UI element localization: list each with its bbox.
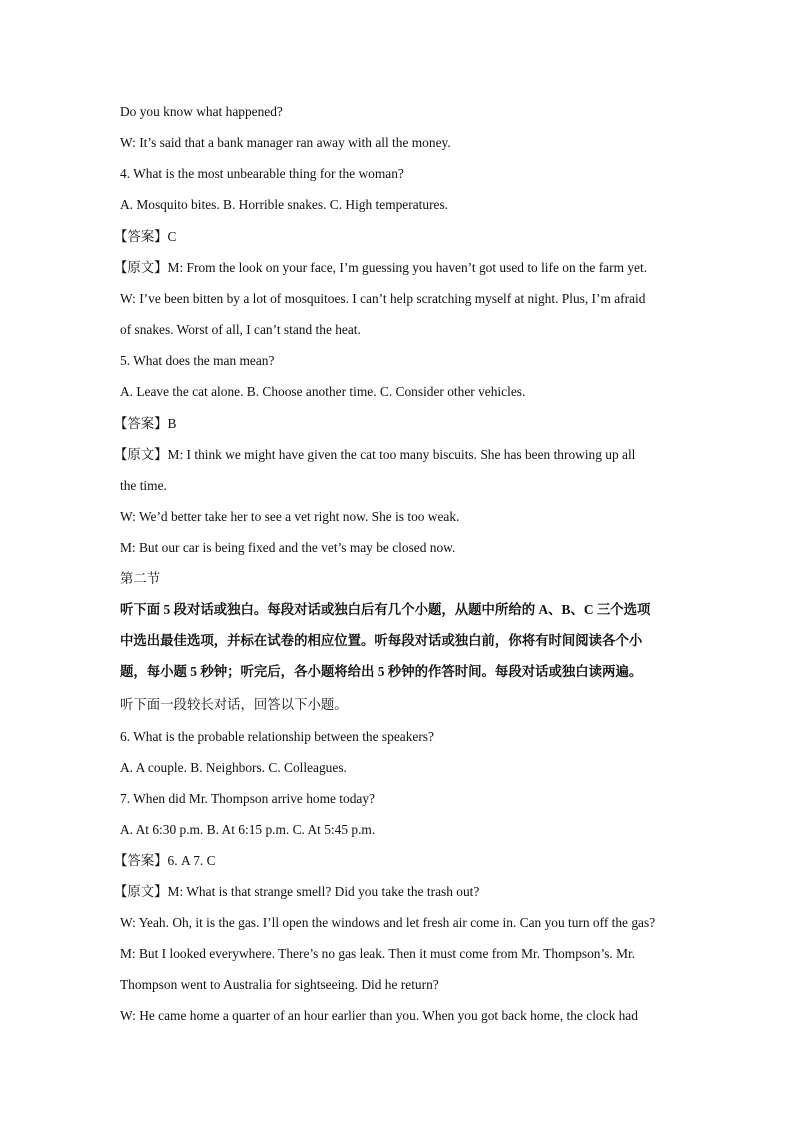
text-line: Do you know what happened? [120, 104, 283, 119]
text-line: of snakes. Worst of all, I can’t stand the heat. [120, 322, 361, 337]
transcript-label: 【原文】M: From the look on your face, I’m guessing you haven’t got used to life on the farm yet. [114, 260, 648, 275]
question-5: 5. What does the man mean? [120, 353, 275, 368]
transcript-label: 【原文】M: I think we might have given the cat too many biscuits. She has been throwing up all [114, 447, 636, 462]
options-7: A. At 6:30 p.m. B. At 6:15 p.m. C. At 5:45 p.m. [120, 822, 376, 837]
sub-instruction: 听下面一段较长对话，回答以下小题。 [120, 697, 348, 712]
answer-label: 【答案】C [114, 229, 177, 244]
section-heading: 第二节 [120, 571, 161, 586]
instructions-line: 题，每小题 5 秒钟；听完后，各小题将给出 5 秒钟的作答时间。每段对话或独白读两遍。 [120, 664, 643, 679]
text-line: M: But our car is being fixed and the vet’s may be closed now. [120, 540, 456, 555]
transcript-label: 【原文】M: What is that strange smell? Did you take the trash out? [114, 884, 480, 899]
text-line: the time. [120, 478, 167, 493]
text-line: W: He came home a quarter of an hour earlier than you. When you got back home, the clock had [120, 1008, 638, 1023]
text-line: W: Yeah. Oh, it is the gas. I’ll open the windows and let fresh air come in. Can you turn off the gas? [120, 915, 656, 930]
question-4: 4. What is the most unbearable thing for the woman? [120, 166, 404, 181]
text-line: W: We’d better take her to see a vet right now. She is too weak. [120, 509, 460, 524]
answer-label: 【答案】6. A 7. C [114, 853, 216, 868]
text-line: Thompson went to Australia for sightseeing. Did he return? [120, 977, 439, 992]
text-line: M: But I looked everywhere. There’s no gas leak. Then it must come from Mr. Thompson’s. Mr. [120, 946, 636, 961]
instructions-line: 听下面 5 段对话或独白。每段对话或独白后有几个小题，从题中所给的 A、B、C 三个选项 [120, 602, 651, 617]
text-line: W: It’s said that a bank manager ran away with all the money. [120, 135, 451, 150]
answer-label: 【答案】B [114, 416, 177, 431]
options-6: A. A couple. B. Neighbors. C. Colleagues. [120, 760, 347, 775]
question-6: 6. What is the probable relationship between the speakers? [120, 729, 434, 744]
question-7: 7. When did Mr. Thompson arrive home today? [120, 791, 375, 806]
instructions-line: 中选出最佳选项，并标在试卷的相应位置。听每段对话或独白前，你将有时间阅读各个小 [120, 633, 643, 648]
text-line: W: I’ve been bitten by a lot of mosquitoes. I can’t help scratching myself at night. Plus, I’m afraid [120, 291, 646, 306]
options-5: A. Leave the cat alone. B. Choose another time. C. Consider other vehicles. [120, 384, 526, 399]
options-4: A. Mosquito bites. B. Horrible snakes. C. High temperatures. [120, 197, 449, 212]
